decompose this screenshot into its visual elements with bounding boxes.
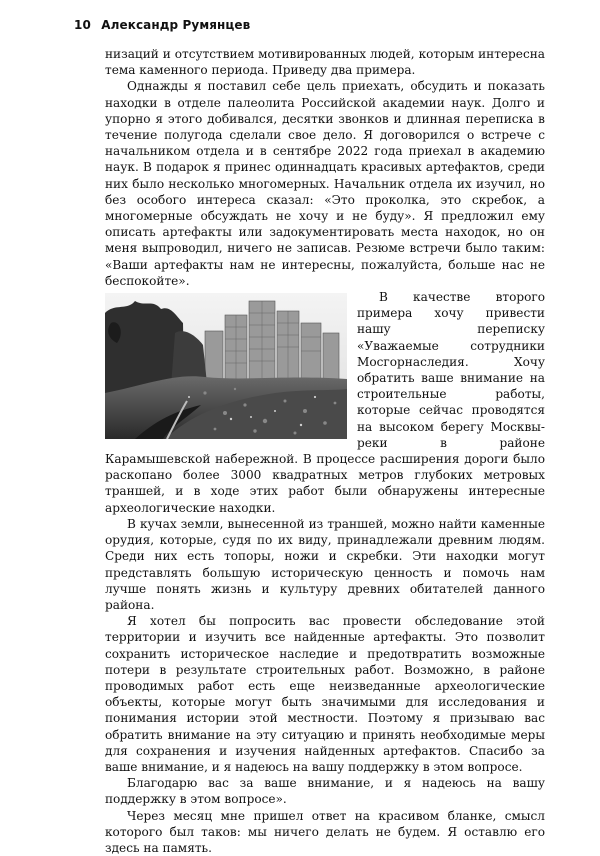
running-header: [74, 18, 250, 32]
paragraph: В кучах земли, вынесенной из траншей, можно найти каменные орудия, которые, судя по их виду, принадлежали древним людям. Среди них есть топоры, ножи и скребки. Эти находки могут представлять большую историческую ценность и помочь нам лучше понять жизнь и культуру древних обитателей данного района.: [105, 516, 545, 612]
paragraph: Однажды я поставил себе цель приехать, обсудить и показать находки в отделе палеолита Российской академии наук. Долго и упорно я этого добивался, десятки звонков и длинная переписка в течение полугода сделали свое дело. Я договорился о встрече с начальником отдела и в сентябре 2022 года приехал в академию наук. В подарок я принес одиннадцать красивых артефактов, среди них было несколько многомерных. Начальник отдела их изучил, но без особого интереса сказал: «Это проколка, это скребок, а многомерные обсуждать не хочу и не буду». Я предложил ему описать артефакты или задокументировать места находок, но он меня выпроводил, ничего не записав. Резюме встречи было таким: «Ваши артефакты нам не интересны, пожалуйста, больше нас не беспокойте».: [105, 79, 545, 288]
paragraph: Я хотел бы попросить вас провести обследование этой территории и изучить все найденные артефакты. Это позволит сохранить историческое наследие и предотвратить возможные потери в результате строительных работ. Возможно, в районе проводимых работ есть еще неизведанные археологические объекты, которые могут быть значимыми для исследования и понимания истории этой местности. Поэтому я призываю вас обратить внимание на эту ситуацию и принять необходимые меры для сохранения и изучения найденных артефактов. Спасибо за ваше внимание, и я надеюсь на вашу поддержку в этом вопросе.: [105, 614, 545, 774]
body-text: [105, 46, 545, 856]
construction-site-photo: [105, 293, 347, 439]
author-name: Александр Румянцев: [101, 18, 251, 32]
paragraph: Через месяц мне пришел ответ на красивом бланке, смысл которого был таков: мы ничего делать не будем. Я оставлю его здесь на память.: [105, 808, 545, 855]
paragraph: низаций и отсутствием мотивированных людей, которым интересна тема каменного периода. Приведу два примера.: [105, 47, 545, 78]
paragraph: Благодарю вас за ваше внимание, и я надеюсь на вашу поддержку в этом вопросе».: [105, 776, 545, 807]
paragraph: В качестве второго примера хочу привести нашу переписку «Уважаемые сотрудники Мосгорнаследия. Хочу обратить ваше внимание на строительные работы, которые сейчас проводятся на высоком берегу Москвы-реки в районе Карамышевской набережной. В процессе расширения дороги было раскопано более 3000 квадратных метров глубоких метровых траншей, и в ходе этих работ были обнаружены интересные археологические находки.: [105, 290, 545, 515]
page-number: 10: [74, 18, 91, 32]
